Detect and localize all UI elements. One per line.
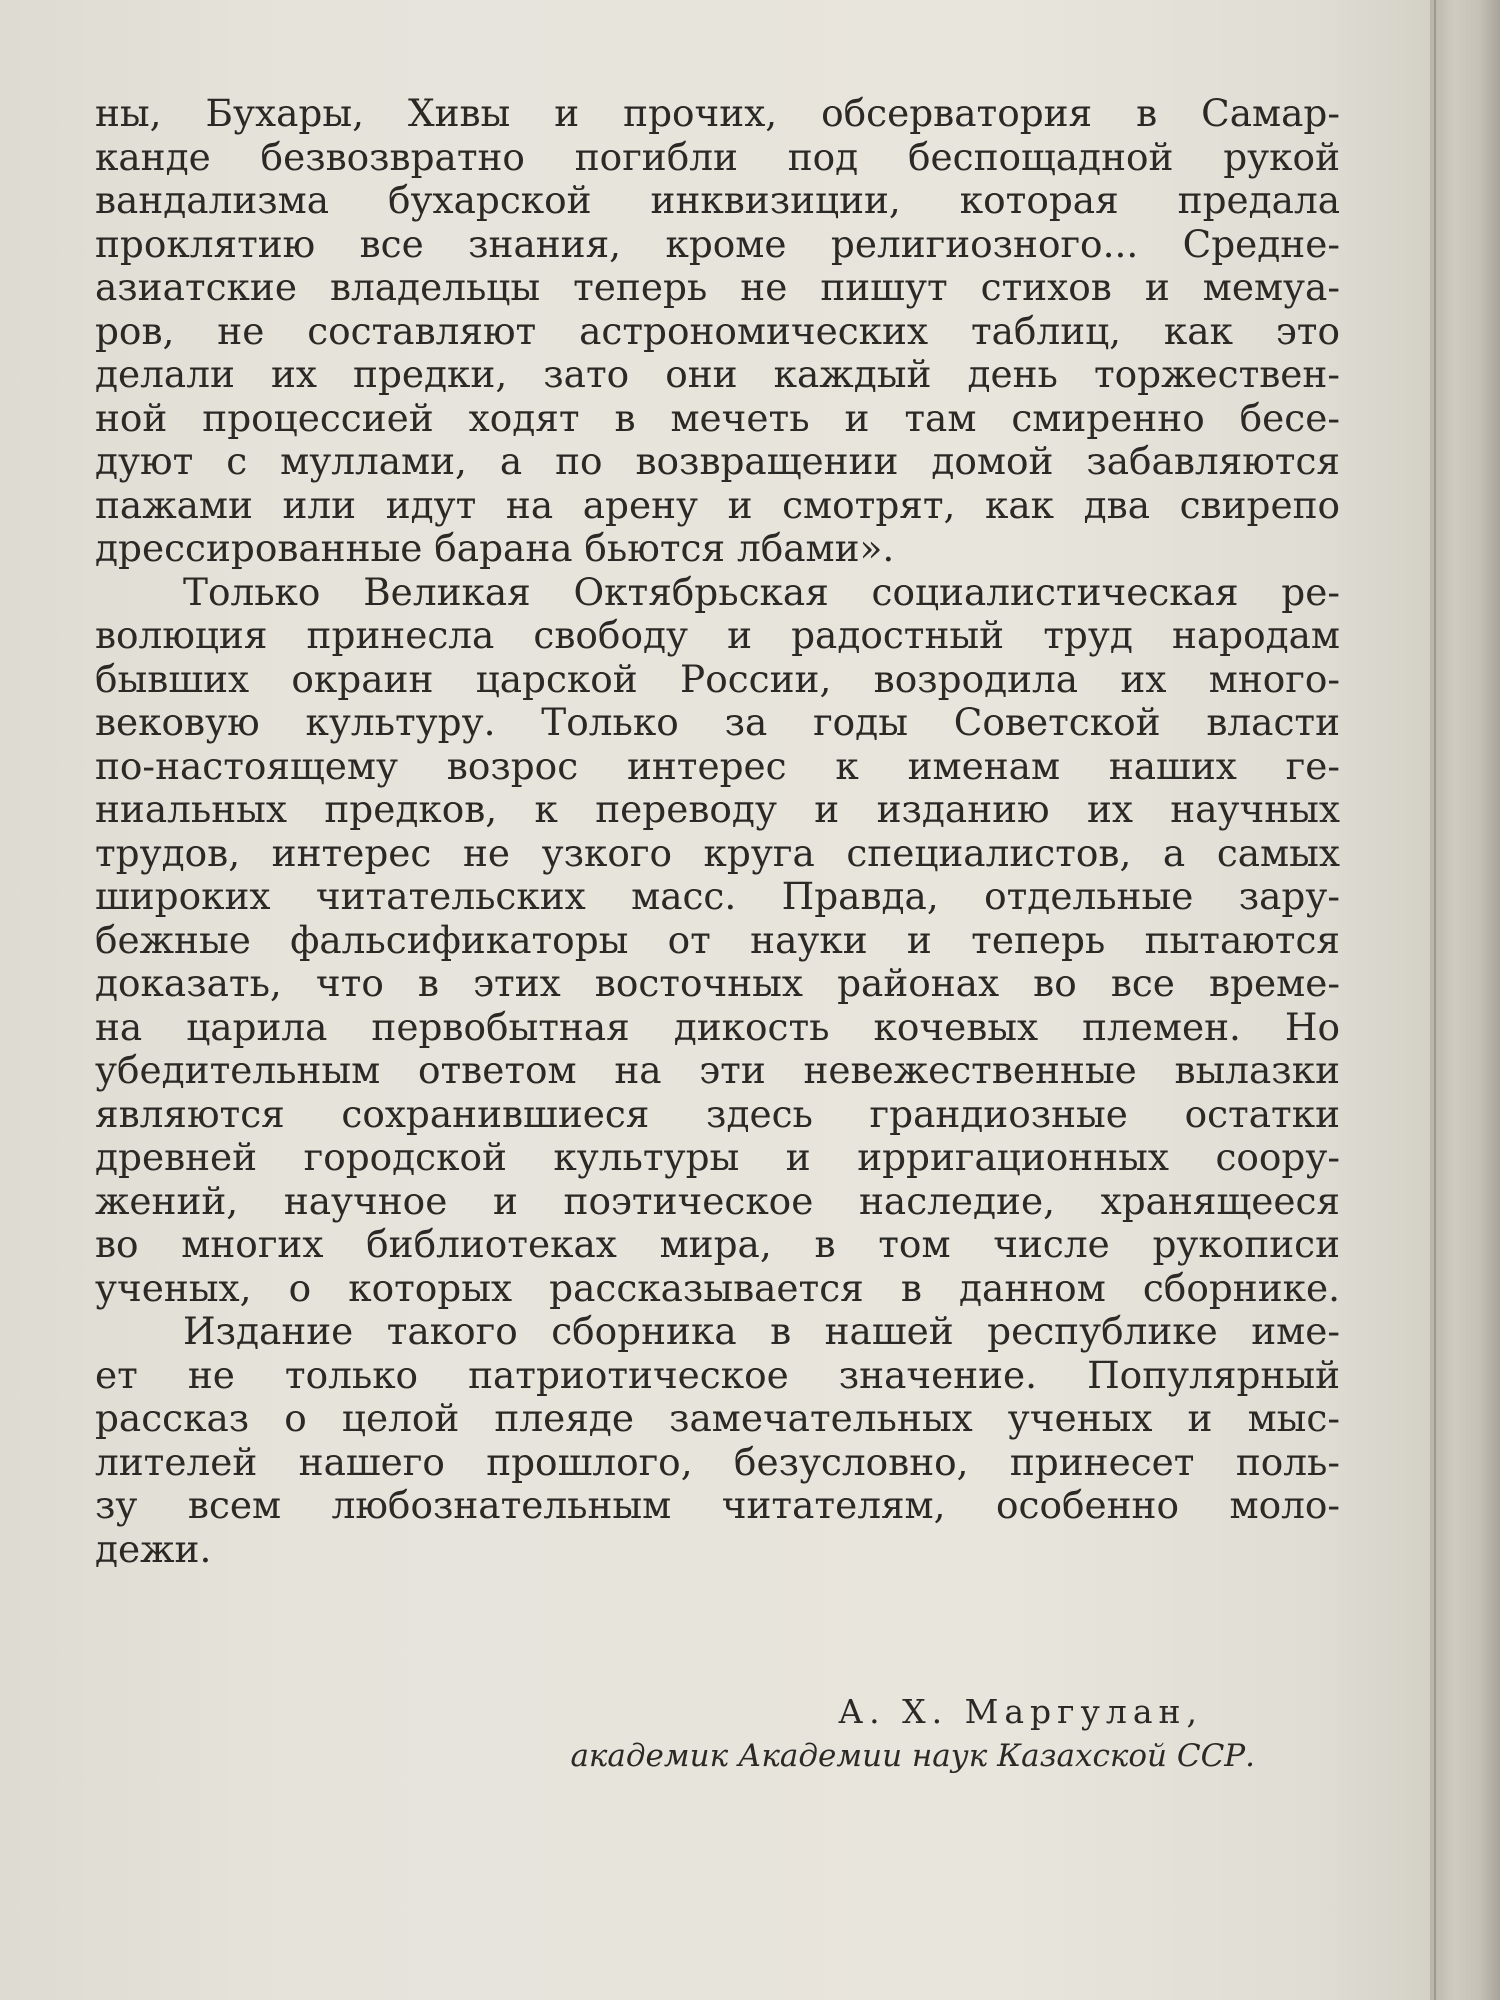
text-line: широких читательских масс. Правда, отдельные зару-	[95, 874, 1340, 918]
text-line: вековую культуру. Только за годы Советской власти	[95, 700, 1340, 744]
text-line: древней городской культуры и ирригационных соору-	[95, 1135, 1340, 1179]
text-line: азиатские владельцы теперь не пишут стихов и мемуа-	[95, 265, 1340, 309]
text-line: жений, научное и поэтическое наследие, хранящееся	[95, 1178, 1340, 1223]
author-title: академик Академии наук Казахской ССР.	[570, 1738, 1255, 1774]
text-line: ниальных предков, к переводу и изданию их научных	[95, 787, 1340, 831]
text-line: дрессированные барана бьются лбами».	[95, 526, 895, 570]
author-signature	[570, 1690, 1255, 1778]
text-line: ны, Бухары, Хивы и прочих, обсерватория в Самар-	[95, 91, 1340, 135]
text-line: трудов, интерес не узкого круга специалистов, а самых	[95, 830, 1340, 875]
author-name: А. Х. Маргулан,	[838, 1692, 1203, 1731]
text-line: на царила первобытная дикость кочевых племен. Но	[95, 1004, 1340, 1049]
text-line: убедительным ответом на эти невежественные вылазки	[95, 1048, 1340, 1092]
text-line: дежи.	[95, 1526, 212, 1571]
page-body-text	[95, 92, 1340, 1571]
text-line: Только Великая Октябрьская социалистическая ре-	[183, 569, 1340, 614]
text-line: рассказ о целой плеяде замечательных ученых и мыс-	[95, 1396, 1340, 1440]
text-line: по-настоящему возрос интерес к именам наших ге-	[95, 743, 1340, 788]
text-line: дуют с муллами, а по возвращении домой забавляются	[95, 439, 1340, 483]
text-line: проклятию все знания, кроме религиозного... Средне-	[95, 221, 1340, 266]
text-line: вандализма бухарской инквизиции, которая предала	[95, 178, 1340, 222]
text-line: ученых, о которых рассказывается в данном сборнике.	[95, 1265, 1340, 1310]
text-line: бывших окраин царской России, возродила их много-	[95, 656, 1340, 701]
text-line: канде безвозвратно погибли под беспощадной рукой	[95, 134, 1340, 179]
text-line: волюция принесла свободу и радостный труд народам	[95, 613, 1340, 657]
text-line: ров, не составляют астрономических таблиц, как это	[95, 308, 1340, 353]
paragraph-2	[95, 571, 1340, 1311]
book-page-edge	[1430, 0, 1500, 2000]
text-line: ет не только патриотическое значение. Популярный	[95, 1352, 1340, 1397]
text-line: бежные фальсификаторы от науки и теперь пытаются	[95, 917, 1340, 962]
text-line: зу всем любознательным читателям, особенно моло-	[95, 1483, 1340, 1527]
text-line: доказать, что в этих восточных районах во все време-	[95, 961, 1340, 1005]
paragraph-3	[95, 1310, 1340, 1571]
text-line: Издание такого сборника в нашей республике име-	[183, 1309, 1340, 1353]
text-line: делали их предки, зато они каждый день торжествен-	[95, 352, 1340, 396]
text-line: являются сохранившиеся здесь грандиозные остатки	[95, 1091, 1340, 1136]
text-line: во многих библиотеках мира, в том числе рукописи	[95, 1222, 1340, 1266]
paragraph-1	[95, 92, 1340, 571]
text-line: ной процессией ходят в мечеть и там смиренно бесе-	[95, 395, 1340, 440]
text-line: лителей нашего прошлого, безусловно, принесет поль-	[95, 1439, 1340, 1484]
text-line: пажами или идут на арену и смотрят, как два свирепо	[95, 482, 1340, 527]
